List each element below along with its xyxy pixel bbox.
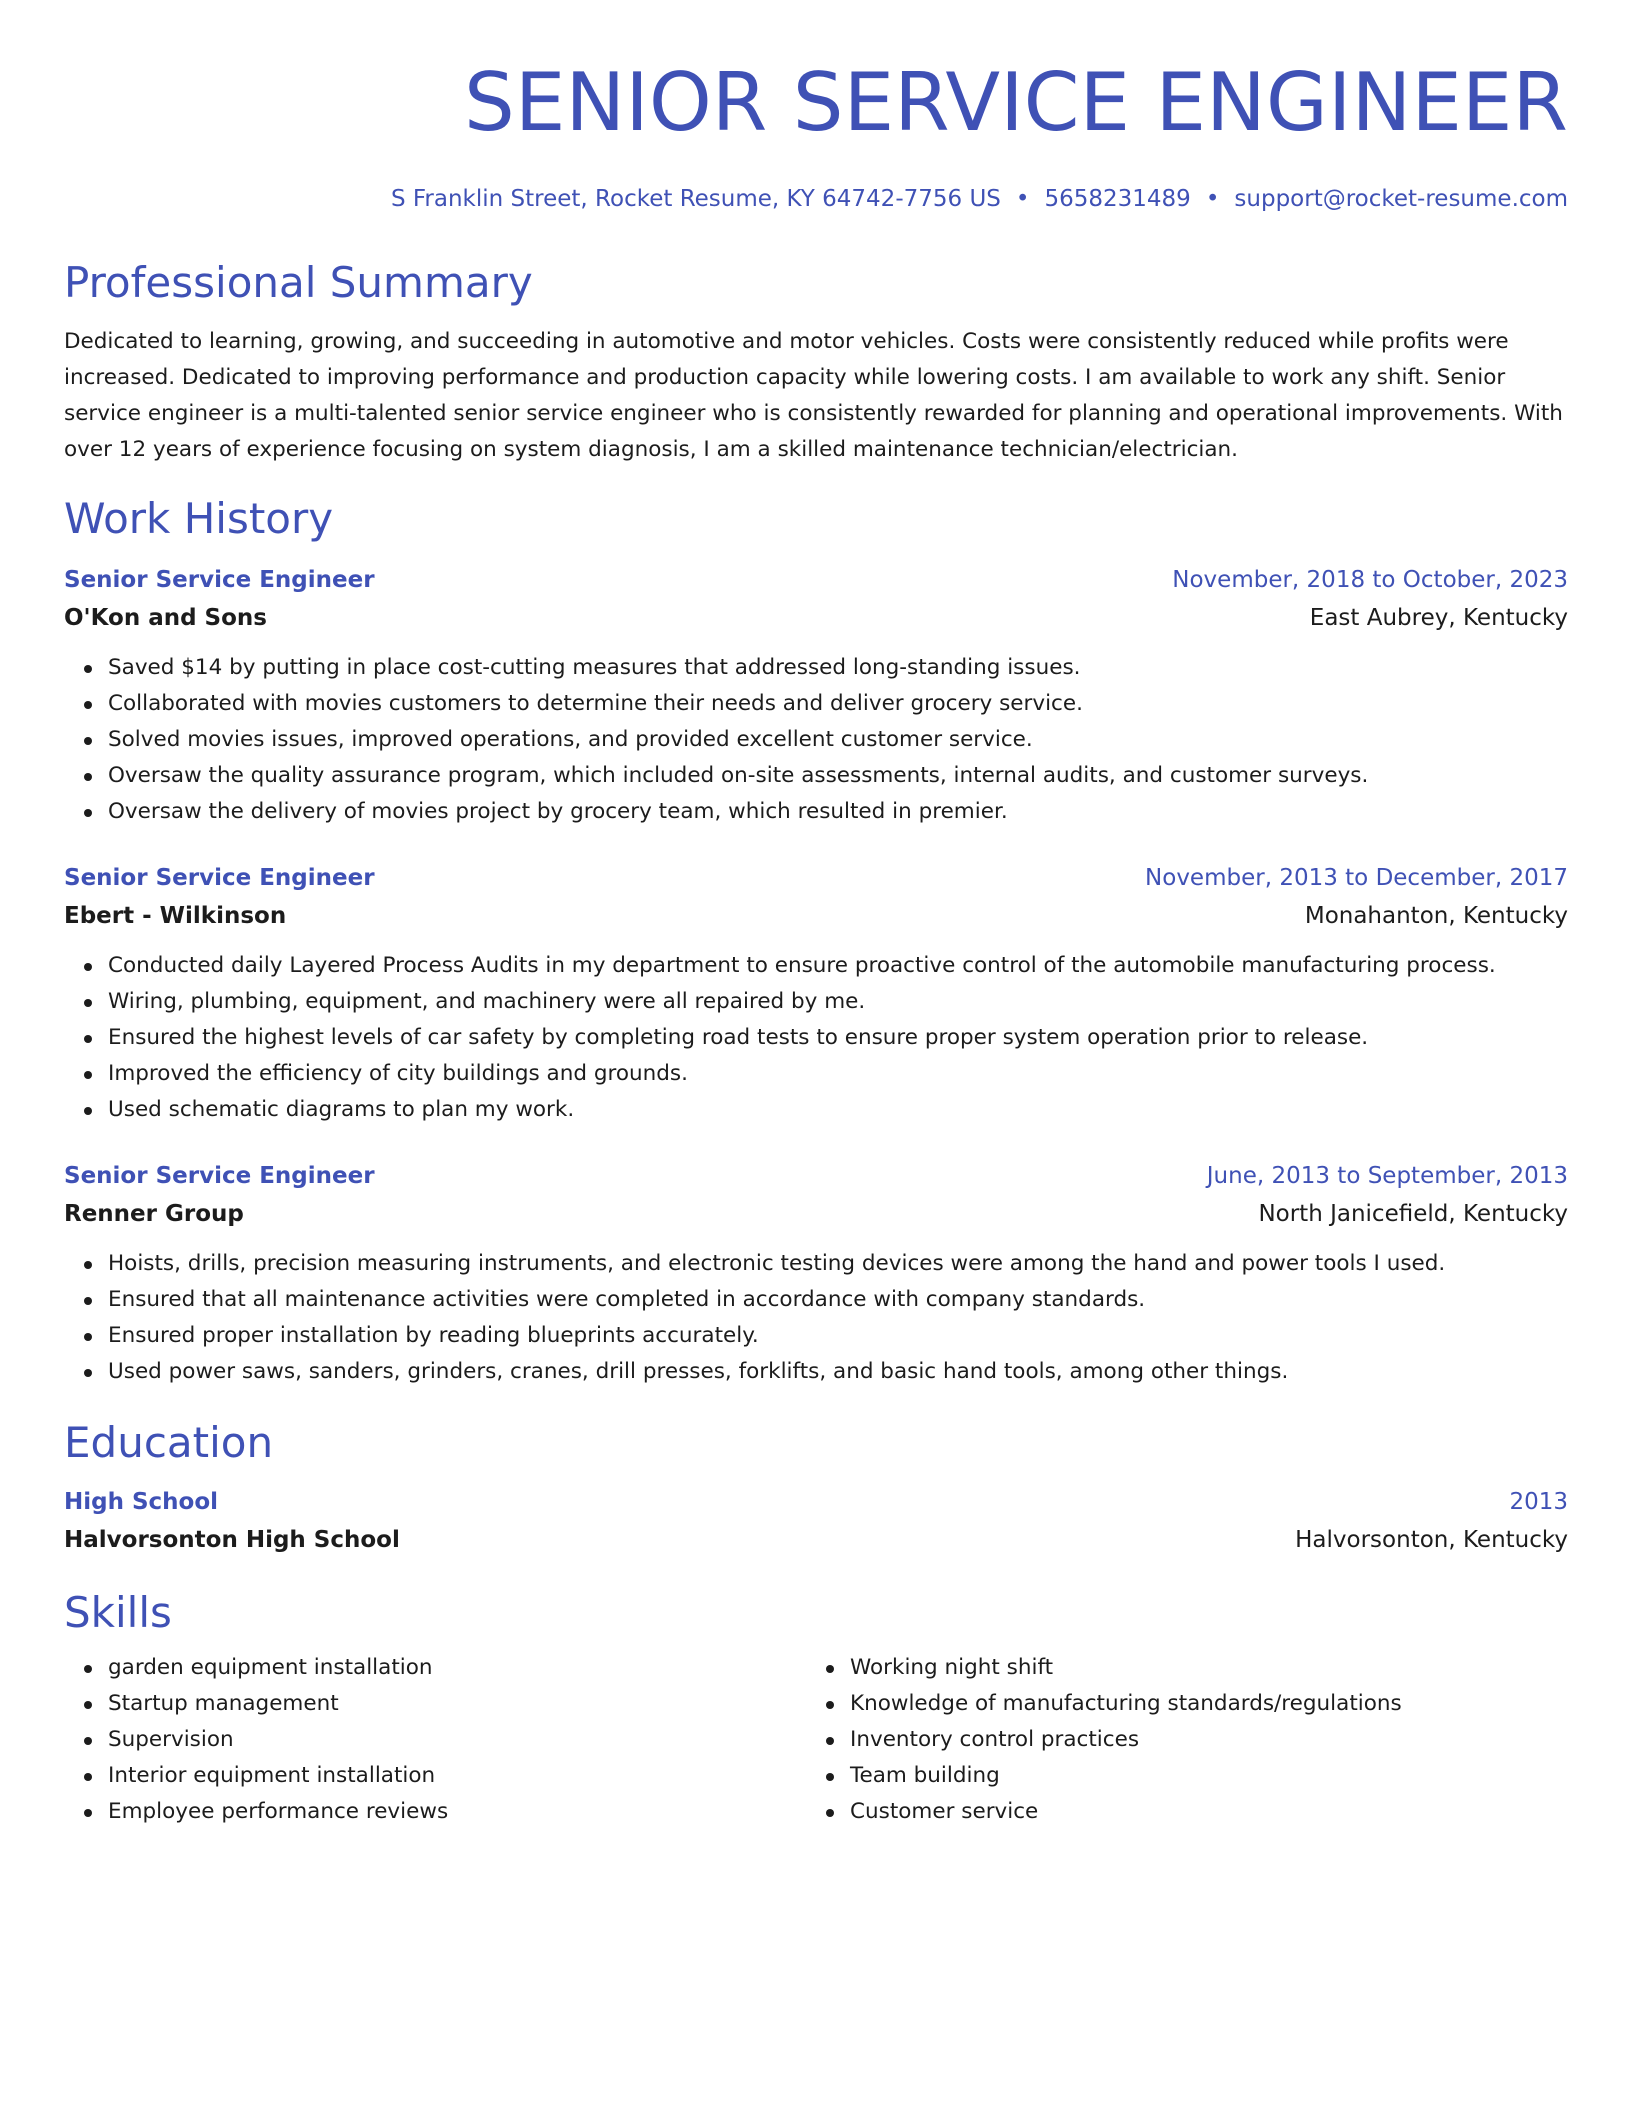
education-entry — [64, 1484, 1568, 1560]
job-bullets — [64, 650, 1568, 830]
skill-item: garden equipment installation — [108, 1650, 806, 1686]
skill-item: Customer service — [850, 1794, 1548, 1830]
job-bullet: Conducted daily Layered Process Audits in my department to ensure proactive control of the automobile manufacturing process. — [108, 948, 1568, 984]
job-bullet: Used schematic diagrams to plan my work. — [108, 1092, 1568, 1128]
resume-page — [64, 0, 1568, 1830]
job-entry — [64, 1158, 1568, 1390]
skills-list — [64, 1650, 806, 1830]
company-name: O'Kon and Sons — [64, 605, 267, 631]
job-location: North Janicefield, Kentucky — [1258, 1201, 1568, 1227]
job-bullet: Collaborated with movies customers to determine their needs and deliver grocery service. — [108, 686, 1568, 722]
skills-columns — [64, 1650, 1568, 1830]
skill-item: Startup management — [108, 1686, 806, 1722]
job-bullet: Ensured that all maintenance activities were completed in accordance with company standards. — [108, 1282, 1568, 1318]
skill-item: Inventory control practices — [850, 1722, 1548, 1758]
job-title: Senior Service Engineer — [64, 1163, 375, 1189]
job-bullet: Hoists, drills, precision measuring instruments, and electronic testing devices were among the hand and power tools I used. — [108, 1246, 1568, 1282]
education-section — [64, 1418, 1568, 1560]
job-bullets — [64, 948, 1568, 1128]
work-history-section — [64, 494, 1568, 1390]
job-bullet: Wiring, plumbing, equipment, and machinery were all repaired by me. — [108, 984, 1568, 1020]
skills-column-right — [806, 1650, 1548, 1830]
resume-title: SENIOR SERVICE ENGINEER — [464, 56, 1568, 149]
company-name: Renner Group — [64, 1201, 244, 1227]
job-bullet: Oversaw the delivery of movies project by grocery team, which resulted in premier. — [108, 794, 1568, 830]
summary-section — [64, 258, 1568, 468]
job-title: Senior Service Engineer — [64, 567, 375, 593]
job-entry — [64, 860, 1568, 1128]
school-location: Halvorsonton, Kentucky — [1295, 1527, 1568, 1553]
section-heading-education: Education — [64, 1418, 274, 1467]
skill-item: Working night shift — [850, 1650, 1548, 1686]
job-dates: November, 2013 to December, 2017 — [1145, 865, 1568, 891]
job-bullets — [64, 1246, 1568, 1390]
job-dates: November, 2018 to October, 2023 — [1172, 567, 1568, 593]
contact-separator: • — [1205, 186, 1220, 212]
section-heading-work-history: Work History — [64, 494, 334, 543]
section-heading-summary: Professional Summary — [64, 258, 533, 307]
job-bullet: Ensured proper installation by reading blueprints accurately. — [108, 1318, 1568, 1354]
skills-section — [64, 1588, 1568, 1830]
job-title: Senior Service Engineer — [64, 865, 375, 891]
job-bullet: Saved $14 by putting in place cost-cutting measures that addressed long-standing issues. — [108, 650, 1568, 686]
skill-item: Team building — [850, 1758, 1548, 1794]
job-location: East Aubrey, Kentucky — [1309, 605, 1568, 631]
contact-email: support@rocket-resume.com — [1234, 186, 1568, 212]
job-location: Monahanton, Kentucky — [1304, 903, 1568, 929]
job-entry — [64, 562, 1568, 830]
job-bullet: Used power saws, sanders, grinders, cranes, drill presses, forklifts, and basic hand tools, among other things. — [108, 1354, 1568, 1390]
section-heading-skills: Skills — [64, 1588, 172, 1637]
contact-separator: • — [1015, 186, 1030, 212]
job-bullet: Ensured the highest levels of car safety by completing road tests to ensure proper system operation prior to release. — [108, 1020, 1568, 1056]
job-bullet: Improved the efficiency of city buildings and grounds. — [108, 1056, 1568, 1092]
education-year: 2013 — [1509, 1489, 1568, 1515]
job-bullet: Oversaw the quality assurance program, which included on-site assessments, internal audits, and customer surveys. — [108, 758, 1568, 794]
skill-item: Interior equipment installation — [108, 1758, 806, 1794]
skill-item: Employee performance reviews — [108, 1794, 806, 1830]
skills-list — [806, 1650, 1548, 1830]
company-name: Ebert - Wilkinson — [64, 903, 287, 929]
school-name: Halvorsonton High School — [64, 1527, 400, 1553]
summary-text: Dedicated to learning, growing, and succeeding in automotive and motor vehicles. Costs were consistently reduced while profits were increased. Dedicated to improving performance and production capacity while lowering costs. I am available to work any shift. Senior service engineer is a multi-talented senior service engineer who is consistently rewarded for planning and operational improvements. With over 12 years of experience focusing on system diagnosis, I am a skilled maintenance technician/electrician. — [64, 329, 1563, 462]
job-dates: June, 2013 to September, 2013 — [1206, 1163, 1568, 1189]
skill-item: Supervision — [108, 1722, 806, 1758]
job-bullet: Solved movies issues, improved operations, and provided excellent customer service. — [108, 722, 1568, 758]
education-degree: High School — [64, 1489, 219, 1515]
contact-phone: 5658231489 — [1044, 186, 1191, 212]
resume-header — [64, 58, 1568, 214]
contact-address: S Franklin Street, Rocket Resume, KY 64742-7756 US — [390, 186, 1001, 212]
skill-item: Knowledge of manufacturing standards/regulations — [850, 1686, 1548, 1722]
contact-line — [64, 184, 1568, 214]
skills-column-left — [64, 1650, 806, 1830]
